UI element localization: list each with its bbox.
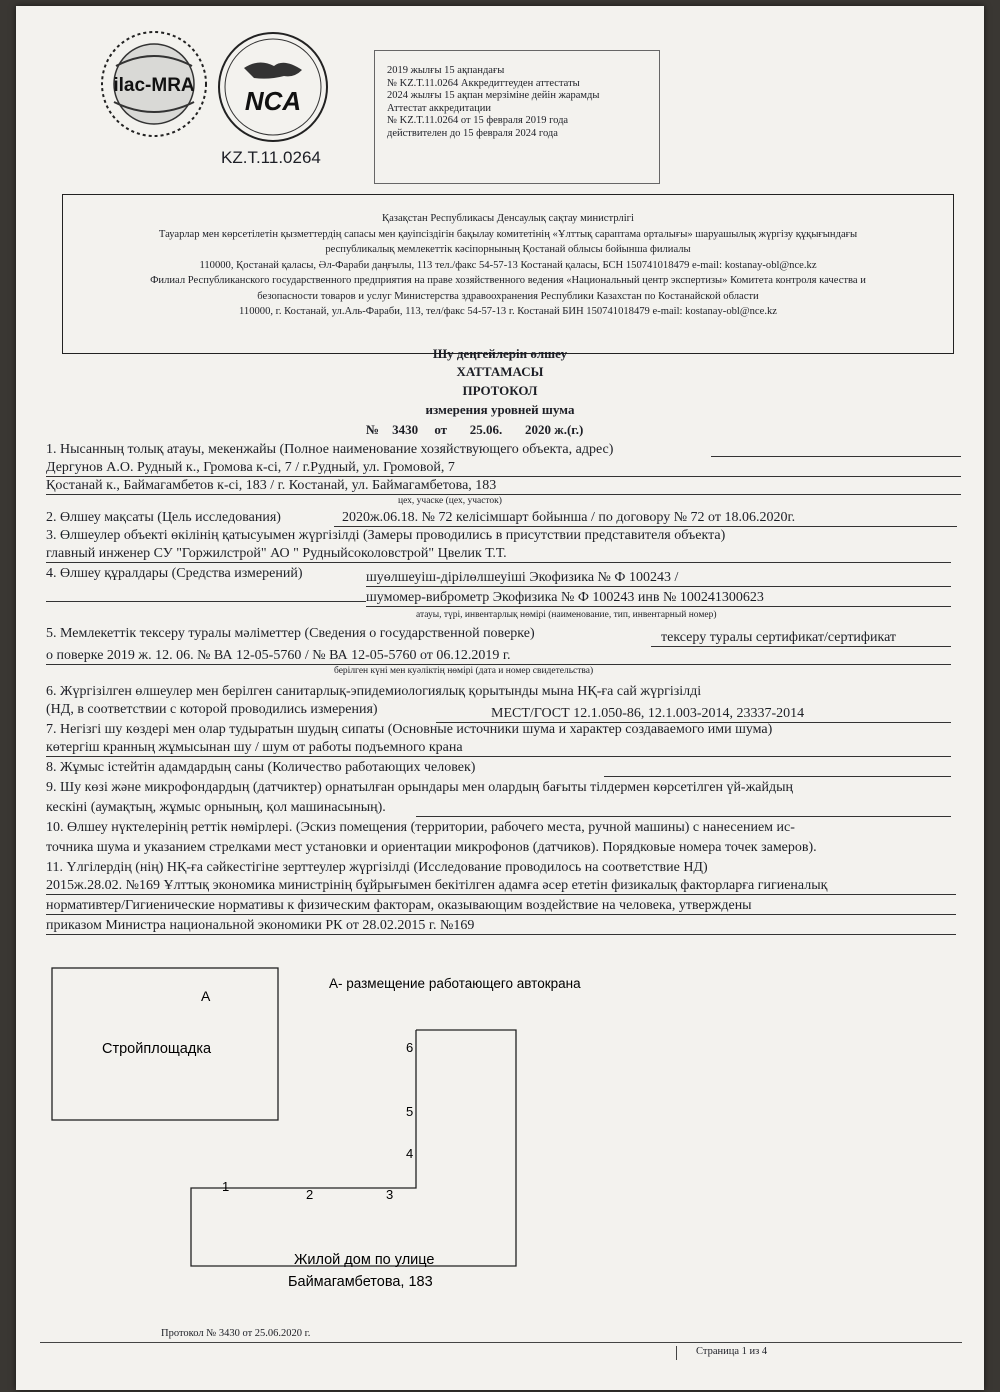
field-1-hint: цех, учаске (цех, участок)	[398, 496, 502, 506]
footer-separator	[676, 1346, 677, 1360]
house-label-2: Баймагамбетова, 183	[288, 1274, 433, 1290]
organization-line: республикалық мемлекеттік кәсіпорнының Қостанай облысы бойынша филиалы	[325, 244, 691, 255]
field-9-underline	[416, 816, 951, 817]
field-2-label: 2. Өлшеу мақсаты (Цель исследования)	[46, 510, 281, 525]
accreditation-line: № KZ.T.11.0264 Аккредиттеуден аттестаты	[387, 77, 580, 89]
field-11-value-2: нормативтер/Гигиенические нормативы к физическим факторам, оказывающим воздействие на человека, утверждены	[46, 898, 956, 915]
title-kz: Шу деңгейлерін өлшеу	[432, 346, 568, 361]
site-letter: А	[201, 988, 211, 1004]
site-label: Стройплощадка	[102, 1041, 212, 1057]
organization-line: Тауарлар мен көрсетілетін қызметтердің сапасы мен қауіпсіздігін бақылау комитетінің «Ұлттық сараптама орталығы» шаруашылық жүргізу құқығындағы	[158, 228, 858, 240]
organization-line: безопасности товаров и услуг Министерства здравоохранения Республики Казахстан по Костанайской области	[257, 290, 759, 302]
field-10-label-1: 10. Өлшеу нүктелерінің реттік нөмірлері. (Эскиз помещения (территории, рабочего места, ручной машины) с нанесением ис-	[46, 820, 795, 835]
field-11-label: 11. Үлгілердің (нің) НҚ-ға сәйкестігіне зерттеулер жүргізілді (Исследование проводилось на соответствие НД)	[46, 860, 708, 875]
field-4-hint: атауы, түрі, инвентарлық нөмірі (наименование, тип, инвентарный номер)	[416, 610, 717, 620]
field-1-underline	[711, 456, 961, 457]
field-1-value-1: Дергунов А.О. Рудный к., Громова к-сі, 7 / г.Рудный, ул. Громовой, 7	[46, 460, 961, 477]
organization-line: Филиал Республиканского государственного предприятия на праве хозяйственного ведения «Национальный центр экспертизы» Комитета контроля качества и	[150, 275, 866, 286]
protocol-number: 3430	[392, 422, 419, 437]
field-6-value: МЕСТ/ГОСТ 12.1.050-86, 12.1.003-2014, 23337-2014	[436, 706, 951, 723]
measure-point-2: 2	[306, 1187, 314, 1202]
field-2-value: 2020ж.06.18. № 72 келісімшарт бойынша / по договору № 72 от 18.06.2020г.	[334, 510, 957, 527]
field-4-underline	[46, 601, 366, 602]
field-6-label-2: (НД, в соответствии с которой проводились измерения)	[46, 702, 378, 717]
protocol-sheet	[16, 6, 984, 1390]
protocol-number-line	[366, 422, 583, 438]
measure-point-4: 4	[406, 1146, 414, 1161]
nca-logo	[214, 28, 332, 146]
field-9-label-1: 9. Шу көзі және микрофондардың (датчиктер) орнатылған орындары мен олардың бағыты тілдермен көрсетілген үй-жайдың	[46, 780, 793, 795]
field-5-label: 5. Мемлекеттік тексеру туралы мәліметтер (Сведения о государственной поверке)	[46, 626, 535, 641]
accreditation-line: Аттестат аккредитации	[387, 102, 491, 114]
accreditation-line: № KZ.T.11.0264 от 15 февраля 2019 года	[387, 115, 569, 126]
field-1-label: 1. Нысанның толық атауы, мекенжайы (Полное наименование хозяйствующего объекта, адрес)	[46, 442, 614, 457]
field-5-hint: берілген күні мен куәліктің нөмірі (дата и номер свидетельства)	[334, 666, 594, 676]
field-5-value-1: тексеру туралы сертификат/сертификат	[651, 630, 951, 647]
organization-line: Қазақстан Республикасы Денсаулық сақтау министрлігі	[382, 213, 634, 224]
organization-line: 110000, г. Костанай, ул.Аль-Фараби, 113, тел/факс 54-57-13 г. Костанай БИН 150741018479 e-mail: kostanay-obl@nce.kz	[239, 306, 777, 317]
accreditation-line: 2019 жылғы 15 ақпандағы	[387, 65, 505, 76]
title-kz-protocol: ХАТТАМАСЫ	[456, 364, 544, 379]
accreditation-line: 2024 жылғы 15 ақпан мерзіміне дейін жарамды	[387, 90, 600, 101]
protocol-year: 2020 ж.(г.)	[525, 422, 584, 437]
measure-point-1: 1	[222, 1179, 230, 1194]
field-7-value: көтергіш кранның жұмысынан шу / шум от работы подъемного крана	[46, 740, 951, 757]
footer-protocol: Протокол № 3430 от 25.06.2020 г.	[161, 1328, 311, 1339]
organization-line: 110000, Қостанай қаласы, Әл-Фараби даңғылы, 113 тел./факс 54-57-13 Костанай қаласы, БСН 150741018479 e-mail: kostanay-obl@nce.kz	[199, 259, 817, 271]
field-6-label-1: 6. Жүргізілген өлшеулер мен берілген санитарлық-эпидемиологиялық қорытынды мына НҚ-ға сай жүргізілді	[46, 684, 702, 699]
field-1-value-2: Қостанай к., Баймагамбетов к-сі, 183 / г. Костанай, ул. Баймагамбетова, 183	[46, 478, 961, 495]
footer-page: Страница 1 из 4	[696, 1346, 768, 1357]
from-word: от	[434, 422, 448, 437]
accreditation-line: действителен до 15 февраля 2024 года	[387, 127, 558, 139]
organization-box	[62, 194, 954, 354]
field-7-label: 7. Негізгі шу көздері мен олар тудыратын шудың сипаты (Основные источники шума и характер создаваемого ими шума)	[46, 722, 773, 737]
field-3-value: главный инженер СУ "Горжилстрой" АО " Рудныйсоколовстрой" Цвелик Т.Т.	[46, 546, 951, 563]
field-4-label: 4. Өлшеу құралдары (Средства измерений)	[46, 566, 303, 581]
accreditation-code: KZ.T.11.0264	[221, 148, 321, 167]
field-11-value-1: 2015ж.28.02. №169 Ұлттық экономика министрінің бұйрығымен бекітілген адамға әсер ететін физикалық факторларға гигиеналық	[46, 878, 956, 895]
title-protocol: ПРОТОКОЛ	[462, 383, 538, 398]
field-8-label: 8. Жұмыс істейтін адамдардың саны (Количество работающих человек)	[46, 760, 476, 775]
nca-logo-text: NCA	[244, 86, 302, 116]
ilac-mra-logo	[96, 26, 212, 142]
number-sign: №	[366, 422, 380, 437]
field-10-label-2: точника шума и указанием стрелками мест установки и ориентации микрофонов (датчиков). Порядковые номера точек замеров).	[46, 840, 817, 855]
field-9-label-2: кескіні (аумақтың, жұмыс орнының, қол машинасының).	[46, 800, 386, 815]
field-4-value-2: шумомер-виброметр Экофизика № Ф 100243 инв № 100241300623	[366, 590, 951, 607]
house-label-1: Жилой дом по улице	[294, 1252, 435, 1268]
ilac-logo-text: ilac-MRA	[113, 75, 195, 96]
field-4-value-1: шуөлшеуіш-дірілөлшеуіші Экофизика № Ф 100243 /	[366, 570, 951, 587]
site-sketch	[16, 946, 984, 1326]
protocol-date: 25.06.	[469, 422, 503, 437]
sketch-legend: А- размещение работающего автокрана	[329, 976, 581, 991]
field-8-underline	[604, 776, 951, 777]
measure-point-5: 5	[406, 1104, 414, 1119]
residential-house-outline	[191, 1030, 516, 1266]
accreditation-box	[374, 50, 660, 184]
measure-point-6: 6	[406, 1040, 414, 1055]
field-5-value-2: о поверке 2019 ж. 12. 06. № ВА 12-05-5760 / № ВА 12-05-5760 от 06.12.2019 г.	[46, 648, 951, 665]
footer-divider	[40, 1342, 962, 1343]
title-subject: измерения уровней шума	[425, 402, 575, 417]
field-3-label: 3. Өлшеулер объекті өкілінің қатысуымен жүргізілді (Замеры проводились в присутствии представителя объекта)	[46, 528, 726, 543]
field-11-value-3: приказом Министра национальной экономики РК от 28.02.2015 г. №169	[46, 918, 956, 935]
measure-point-3: 3	[386, 1187, 394, 1202]
